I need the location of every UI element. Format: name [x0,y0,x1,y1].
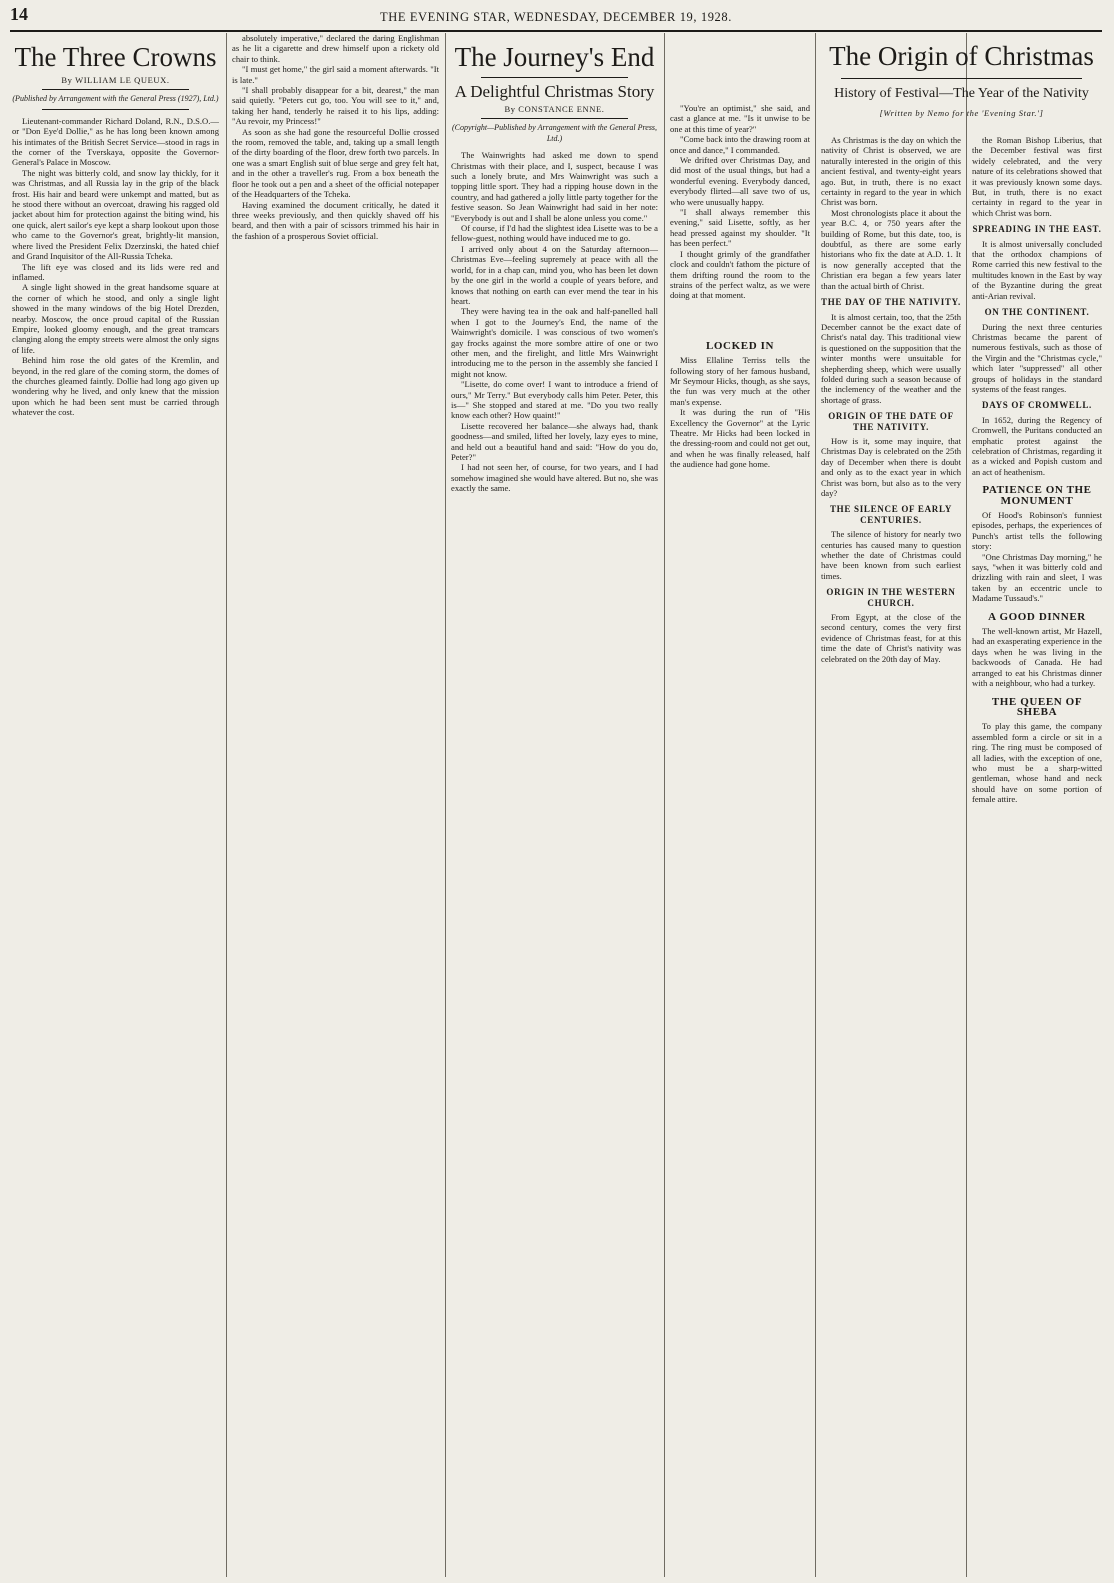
story-paragraph: "One Christmas Day morning," he says, "when it was bitterly cold and drizzling with rain and sleet, I was taken by an eccentric uncle to Madame Tussaud's." [972,551,1102,604]
copyright-note: (Copyright—Published by Arrangement with the General Press, Ltd.) [451,123,658,143]
story-paragraph: As Christmas is the day on which the nativity of Christ is observed, we are naturally interested in the origin of this ancient festival, and twenty-eight years ago. But, in truth, there is no exact certainty in regard to the year in which Christ was born. [821,135,961,208]
story-paragraph: The Wainwrights had asked me down to spend Christmas with their place, and I, suspect, because I was such a lonely brute, and Mrs Wainwright was such a topping little sport. They had a ripping house down in the country, and had gathered a jolly little party together for the festive season. So Jean Wainwright had said in her note: "Everybody is out and I shall be alone unless you come." [451,150,658,223]
story-paragraph: I arrived only about 4 on the Saturday afternoon—Christmas Eve—feeling supremely at peace with all the world, for in a chap can, mind you, who has been let down by the one girl in the world a couple of years before, and knows that nothing on earth can ever mend the tear in his heart. [451,243,658,306]
story-paragraph: The well-known artist, Mr Hazell, had an exasperating experience in the days when he was living in the backwoods of Canada. He had arranged to eat his Christmas dinner with a neighbour, who had a turkey. [972,626,1102,689]
section-head-spreading-east: SPREADING IN THE EAST. [972,224,1102,235]
byline-nemo: [Written by Nemo for the 'Evening Star.'] [879,108,1044,118]
column-journeys-end-continued [670,33,810,1577]
column-rule [664,33,665,1577]
story-paragraph: The silence of history for nearly two centuries has caused many to question whether the date of Christmas could have been known from such earliest times. [821,529,961,581]
headline-origin-of-christmas [821,40,1102,118]
story-title-origin-of-christmas: The Origin of Christmas [829,41,1094,71]
page-number: 14 [10,4,28,24]
story-paragraph: I had not seen her, of course, for two years, and I had somehow imagined she would have altered. But no, she was exactly the same. [451,462,658,494]
byline-le-queux: By WILLIAM LE QUEUX. [61,75,170,85]
story-paragraph: To play this game, the company assembled form a circle or sit in a ring. The ring must be composed of all ladies, with the exception of one, who must be a sharp-witted gentleman, whose hand and neck should have on some portion of female attire. [972,721,1102,805]
section-head-on-continent: ON THE CONTINENT. [984,307,1090,318]
story-paragraph: Having examined the document critically, he dated it three weeks previously, and then quickly shaved off his beard, and then with a pair of scissors trimmed his hair in the fashion of a prosperous Soviet official. [232,199,439,241]
story-paragraph: Lieutenant-commander Richard Doland, R.N., D.S.O.—or "Don Eye'd Dollie," as he has long been known among his intimates of the British Secret Service—stood in rags in the corner of the Tverskaya, opposite the Governor-General's Palace in Moscow. [12,115,219,168]
story-paragraph: As soon as she had gone the resourceful Dollie crossed the room, removed the table, and, taking up a small length of the dirty boarding of the floor, drew forth two parcels. In one was a smart English suit of blue serge and grey felt hat, and in the other a traveller's rug. From a box beneath the floor he took out a pen and a sheet of the official notepaper of the Headquarters of the Tcheka. [232,126,439,200]
section-head-origin-of-date: ORIGIN OF THE DATE OF THE NATIVITY. [828,411,954,432]
story-paragraph: It was during the run of "His Excellency the Governor" at the Lyric Theatre. Mr Hicks had been locked in the dressing-room and could not get out, and when he was finally released, half the audience had gone home. [670,407,810,470]
column-origin-of-christmas [821,33,961,1577]
story-paragraph: It is almost universally concluded that the orthodox champions of Rome carried this new festival to the multitudes known in the East by way of the Byzantine during the great anti-Arian revival. [972,238,1102,301]
story-paragraph: Lisette recovered her balance—she always had, thank goodness—and smiled, lifted her lovely, lazy eyes to mine, and held out a beautiful hand and said: "How do you do, Peter?" [451,420,658,462]
story-paragraph: Of Hood's Robinson's funniest episodes, perhaps, the experiences of Punch's artist tells the following story: [972,510,1102,552]
story-title-three-crowns: The Three Crowns [14,42,217,72]
column-rule [815,33,816,1577]
story-paragraph: A single light showed in the great handsome square at the corner of which he stood, and only a single light showed in the many windows of the big Hotel Drezden, nearby. Moscow, the once proud capital of the Russian Empire, looked gloomy enough, and the great tramcars clanging along the empty streets were almost the only signs of life. [12,282,219,355]
masthead [10,4,1102,32]
byline-enne: By CONSTANCE ENNE. [504,104,605,114]
story-paragraph: The lift eye was closed and its lids were red and inflamed. [12,261,219,282]
story-paragraph: Most chronologists place it about the year B.C. 4, or 750 years after the building of Rome, but this date, too, is doubtful, as there are some early historians who fix the date at A.D. 1. It is now generally accepted that the Christian era began a few years later than the actual birth of Christ. [821,207,961,291]
story-paragraph: During the next three centuries Christmas became the parent of numerous festivals, such as those of the Virgin and the "Christmas cycle," which later "suppressed" all other groups of holidays in the standard systems of the feast ranges. [972,321,1102,394]
column-rule [445,33,446,1577]
story-paragraph: "I shall always remember this evening," said Lisette, softly, as her head pressed against my shoulder. "It has been perfect." [670,207,810,249]
story-paragraph: "I must get home," the girl said a moment afterwards. "It is late." [232,64,439,85]
story-paragraph: Behind him rose the old gates of the Kremlin, and beyond, in the red glare of the coming storm, the domes of the churches gleamed faintly. Dollie had long ago given up wondering why he lived, and only knew that the mission upon which he had been sent must be carried through whatever the cost. [12,355,219,418]
story-paragraph: How is it, some may inquire, that Christmas Day is celebrated on the 25th day of December when there is doubt and only as to the exact year in which Christ was born, but also as to the very day? [821,435,961,498]
story-paragraph: I thought grimly of the grandfather clock and couldn't fathom the picture of them drifting round the room to the strains of the perfect waltz, as we were doing at that moment. [670,248,810,301]
column-three-crowns [12,33,219,1577]
section-head-cromwell: DAYS OF CROMWELL. [982,400,1092,411]
story-paragraph: From Egypt, at the close of the second century, comes the very first evidence of Christmas feast, for at this time the date of Christ's nativity was celebrated on the 20th day of May. [821,612,961,664]
story-paragraph: "I shall probably disappear for a bit, dearest," the man said quietly. "Peters cut go, too. You will see to it," and, taking her hand, tenderly he raised it to his lips, adding: "Au revoir, my Princess!" [232,85,439,127]
story-paragraph: the Roman Bishop Liberius, that the December festival was first widely celebrated, and the very nature of its celebrations showed that it was previously known some days. But, in truth, there is no exact certainty in regard to the year in which Christ was born. [972,135,1102,218]
publication-note: (Published by Arrangement with the General Press (1927), Ltd.) [12,94,219,104]
story-paragraph: The night was bitterly cold, and snow lay thickly, for it was Christmas, and all Russia lay in the grip of the black frost. His hair and beard were unkempt and matted, but as he stood there without an overcoat, drawing his ragged old jacket about him for protection against the biting wind, his one quick, alert sailor's eye kept a sharp lookout upon those who came to the Governor's great, brightly-lit mansion, where lived the President Felix Dzerzinski, the hated chief and Grand Inquisitor of the All-Russia Tcheka. [12,167,219,262]
story-paragraph: In 1652, during the Regency of Cromwell, the Puritans conducted an emphatic protest against the celebration of Christmas, regarding it as a wicked and Popish custom and an act of heathenism. [972,414,1102,477]
column-three-crowns-continued [232,33,439,1577]
story-paragraph: absolutely imperative," declared the daring Englishman as he lit a cigarette and drew himself upon a rickety old chair to think. [232,33,439,64]
section-head-queen-of-sheba: THE QUEEN OF SHEBA [991,695,1083,718]
section-head-day-of-nativity: THE DAY OF THE NATIVITY. [821,297,961,308]
column-rule [226,33,227,1577]
column-journeys-end [451,33,658,1577]
section-head-locked-in: LOCKED IN [705,339,775,352]
story-paragraph: They were having tea in the oak and half-panelled hall when I got to the Journey's End, the name of the Wainwright's domicile. I was conscious of two women's gay frocks against the more sombre attire of one or two other men, and the firelight, and little Mrs Wainwright introducing me to the person in the assembly she fancied I might not know. [451,306,658,379]
story-paragraph: Of course, if I'd had the slightest idea Lisette was to be a fellow-guest, nothing would have induced me to go. [451,223,658,244]
column-misc-items [972,33,1102,1577]
story-paragraph: "Lisette, do come over! I want to introduce a friend of ours," Mr Terry." But everybody calls him Peter. Peter, this is—" She stopped and stared at me. "Do you two really know each other? How quaint!" [451,379,658,421]
story-paragraph: Miss Ellaline Terriss tells the following story of her famous husband, Mr Seymour Hicks, though, as she says, the fun was very much at the other man's expense. [670,355,810,407]
story-paragraph: "Come back into the drawing room at once and dance," I commanded. [670,134,810,155]
story-title-journeys-end: The Journey's End [454,42,655,72]
story-paragraph: "You're an optimist," she said, and cast a glance at me. "Is it unwise to be one at this time of year?" [670,103,810,134]
column-rule [966,33,967,1577]
story-paragraph: We drifted over Christmas Day, and did most of the usual things, but had a wonderful evening. Everybody danced, everybody flirted—all save two of us, who were unusually happy. [670,155,810,207]
story-subtitle: A Delightful Christmas Story [454,82,655,101]
section-head-good-dinner: A GOOD DINNER [988,610,1086,623]
paper-dateline: THE EVENING STAR, WEDNESDAY, DECEMBER 19, 1928. [380,10,732,24]
section-head-patience: PATIENCE ON THE MONUMENT [982,484,1092,507]
story-paragraph: It is almost certain, too, that the 25th December cannot be the exact date of Christ's natal day. This traditional view is questioned on the supposition that the winter months were unsuitable for shepherding sheep, which were usually folded during such a season because of the inclemency of the weather and the shortage of grass. [821,311,961,405]
section-head-silence: THE SILENCE OF EARLY CENTURIES. [829,504,953,525]
section-head-western-church: ORIGIN IN THE WESTERN CHURCH. [826,587,956,608]
story-subtitle-origin: History of Festival—The Year of the Nativity [834,86,1089,101]
